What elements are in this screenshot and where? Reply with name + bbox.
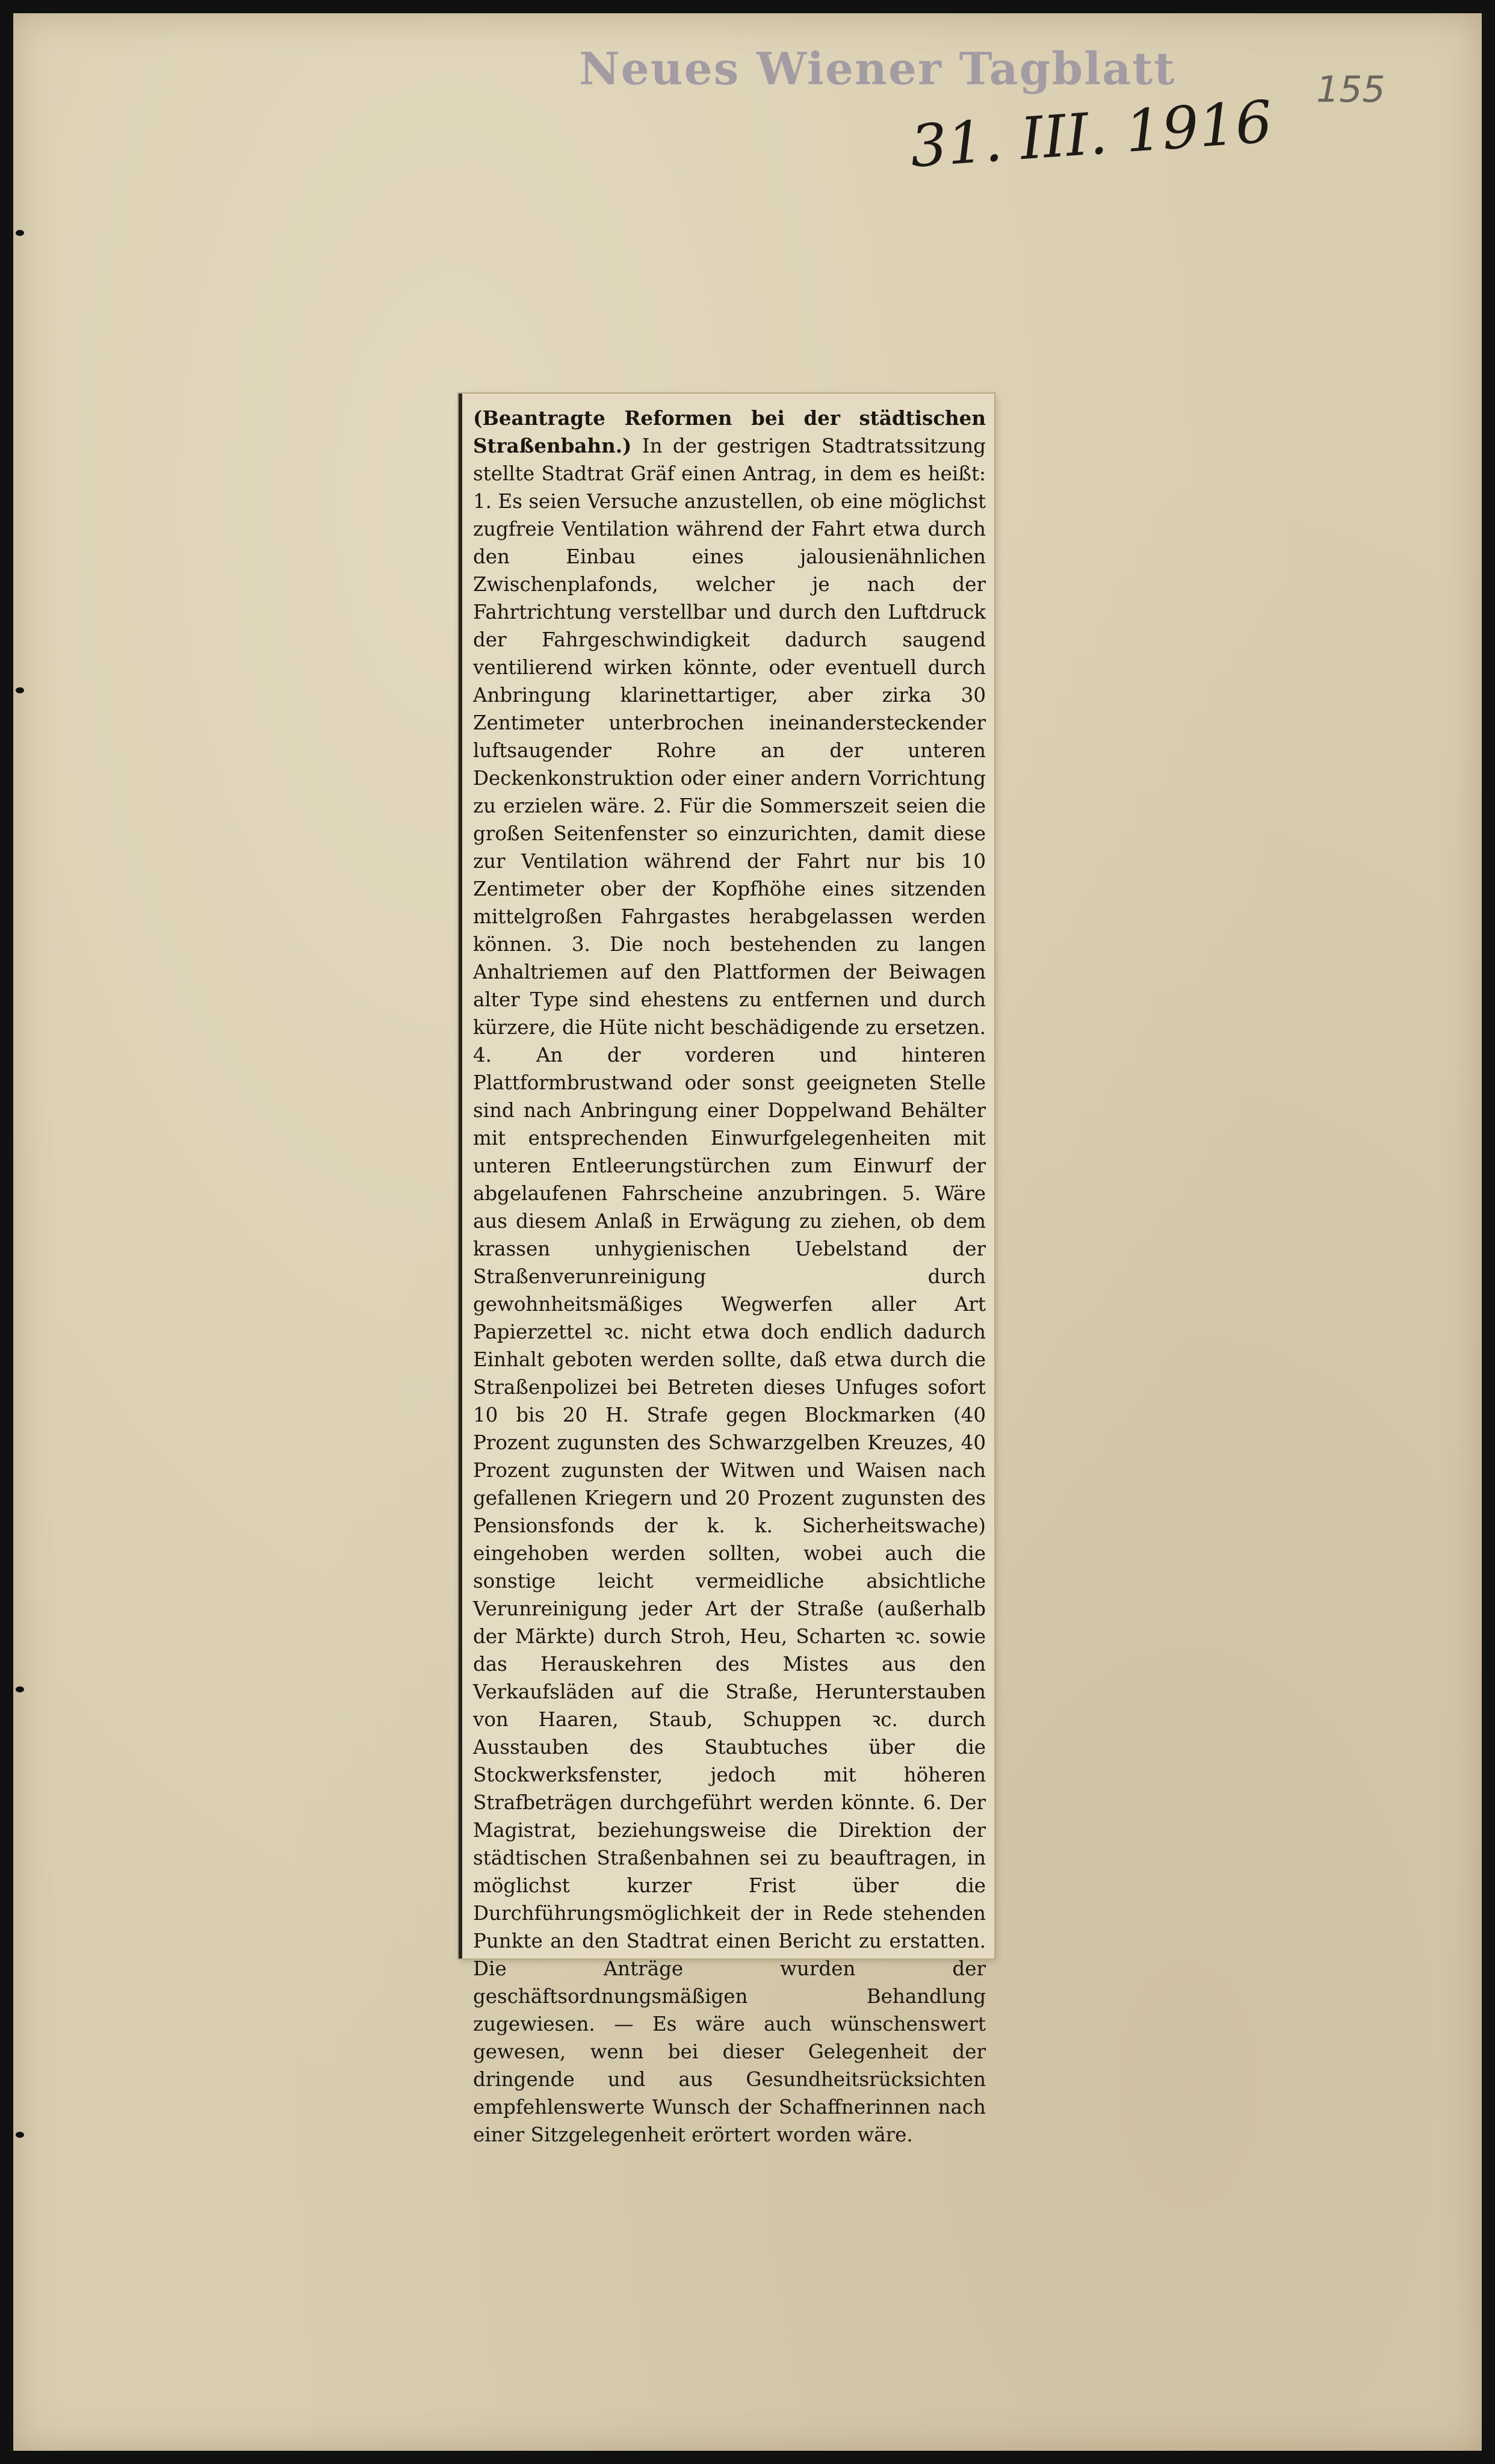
punch-hole xyxy=(16,230,24,236)
punch-hole xyxy=(16,1686,24,1692)
punch-hole xyxy=(16,2132,24,2138)
punch-hole xyxy=(16,687,24,693)
clipping-edge xyxy=(459,394,462,1958)
newspaper-stamp: Neues Wiener Tagblatt xyxy=(579,43,1176,95)
article-headline: (Beantragte Reformen bei der städtischen Straßenbahn.) xyxy=(473,406,986,457)
archive-sheet xyxy=(13,13,1482,2451)
handwritten-date: 31. III. 1916 xyxy=(908,88,1275,181)
page-number: 155 xyxy=(1316,69,1385,111)
article-body: In der gestrigen Stadtratssitzung stellte Stadtrat Gräf einen Antrag, in dem es heißt: 1. Es seien Versuche anzustellen, ob eine möglichst zugfreie Ventilation während der Fahrt etwa durch den Einbau eines jalousienähnlichen Zwischenplafonds, welcher je nach der Fahrtrichtung verstellbar und durch den Luftdruck der Fahrgeschwindigkeit dadurch saugend ventilierend wirken könnte, oder eventuell durch Anbringung klarinettartiger, aber zirka 30 Zentimeter unterbrochen ineinandersteckender luftsaugender Rohre an der unteren Deckenkonstruktion oder einer andern Vorrichtung zu erzielen wäre. 2. Für die Sommerszeit seien die großen Seitenfenster so einzurichten, damit diese zur Ventilation während der Fahrt nur bis 10 Zentimeter ober der Kopfhöhe eines sitzenden mittelgroßen Fahrgastes herabgelassen werden können. 3. Die noch bestehenden zu langen Anhaltriemen auf den Plattformen der Beiwagen alter Type sind ehestens zu entfernen und durch kürzere, die Hüte nicht beschädigende zu ersetzen. 4. An der vorderen und hinteren Plattformbrustwand oder sonst geeigneten Stelle sind nach Anbringung einer Doppelwand Behälter mit entsprechenden Einwurfgelegenheiten mit unteren Entleerungstürchen zum Einwurf der abgelaufenen Fahrscheine anzubringen. 5. Wäre aus diesem Anlaß in Erwägung zu ziehen, ob dem krassen unhygienischen Uebelstand der Straßenverunreinigung durch gewohnheitsmäßiges Wegwerfen aller Art Papierzettel ꝛc. nicht etwa doch endlich dadurch Einhalt geboten werden sollte, daß etwa durch die Straßenpolizei bei Betreten dieses Unfuges sofort 10 bis 20 H. Strafe gegen Blockmarken (40 Prozent zugunsten des Schwarzgelben Kreuzes, 40 Prozent zugunsten der Witwen und Waisen nach gefallenen Kriegern und 20 Prozent zugunsten des Pensionsfonds der k. k. Sicherheitswache) eingehoben werden sollten, wobei auch die sonstige leicht vermeidliche absichtliche Verunreinigung jeder Art der Straße (außerhalb der Märkte) durch Stroh, Heu, Scharten ꝛc. sowie das Herauskehren des Mistes aus den Verkaufsläden auf die Straße, Herunterstauben von Haaren, Staub, Schuppen ꝛc. durch Ausstauben des Staubtuches über die Stockwerksfenster, jedoch mit höheren Strafbeträgen durchgeführt werden könnte. 6. Der Magistrat, beziehungsweise die Direktion der städtischen Straßenbahnen sei zu beauftragen, in möglichst kurzer Frist über die Durchführungsmöglichkeit der in Rede stehenden Punkte an den Stadtrat einen Bericht zu erstatten. Die Anträge wurden der geschäftsordnungsmäßigen Behandlung zugewiesen. — Es wäre auch wünschenswert gewesen, wenn bei dieser Gelegenheit der dringende und aus Gesundheitsrücksichten empfehlenswerte Wunsch der Schaffnerinnen nach einer Sitzgelegenheit erörtert worden wäre. xyxy=(473,435,986,2146)
article-text xyxy=(473,404,986,2149)
newspaper-clipping xyxy=(459,394,994,2146)
